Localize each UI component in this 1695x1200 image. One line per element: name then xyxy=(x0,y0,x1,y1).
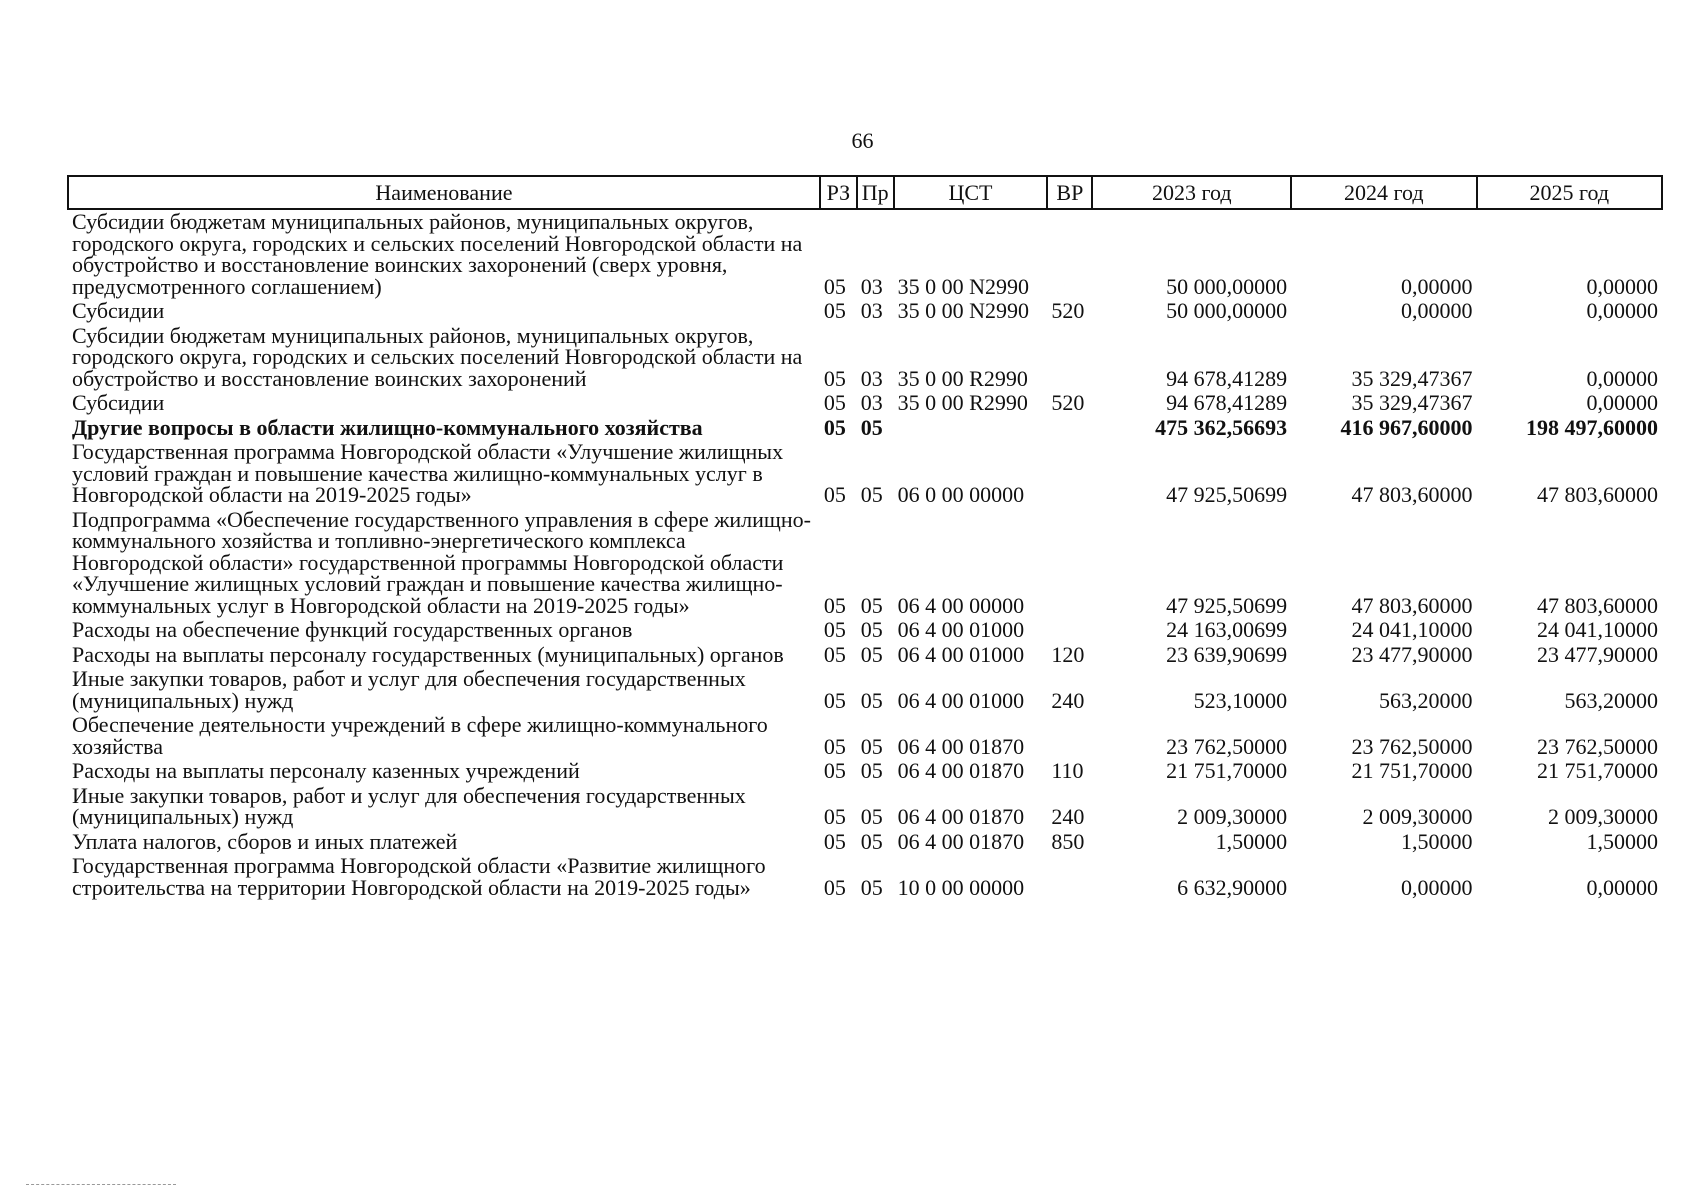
row-2023: 23 639,90699 xyxy=(1166,641,1288,667)
row-pr: 05 xyxy=(860,687,883,713)
table-row xyxy=(68,416,1662,441)
row-rz: 05 xyxy=(823,641,846,667)
row-2025: 2 009,30000 xyxy=(1548,804,1658,829)
row-cst: 06 0 00 00000 xyxy=(897,482,1025,507)
row-name: Расходы на выплаты персоналу государственных (муниципальных) органов xyxy=(72,641,784,667)
budget-table xyxy=(67,175,1663,900)
row-cst xyxy=(894,416,1048,441)
table-header-row xyxy=(68,176,1662,209)
row-rz: 05 xyxy=(823,390,846,415)
row-2024: 23 762,50000 xyxy=(1351,733,1473,759)
row-name: Расходы на обеспечение функций государственных органов xyxy=(72,617,633,642)
row-vr: 520 xyxy=(1051,298,1085,323)
row-pr: 05 xyxy=(860,874,883,900)
row-vr: 120 xyxy=(1051,641,1085,667)
table-row xyxy=(68,713,1662,759)
row-2025: 0,00000 xyxy=(1586,874,1658,900)
row-2025: 0,00000 xyxy=(1586,298,1658,323)
row-pr: 03 xyxy=(860,298,883,323)
row-vr xyxy=(1047,508,1092,619)
row-cst: 10 0 00 00000 xyxy=(897,874,1025,900)
row-2024: 21 751,70000 xyxy=(1351,758,1473,783)
row-vr xyxy=(1047,416,1092,441)
table-row xyxy=(68,324,1662,392)
row-name: Государственная программа Новгородской области «Развитие жилищного строительства на территории Новгородской области на 2019-2025 годы» xyxy=(72,853,766,900)
row-rz: 05 xyxy=(823,273,846,299)
row-rz: 05 xyxy=(823,758,846,783)
row-2024: 416 967,60000 xyxy=(1340,414,1473,440)
row-name: Иные закупки товаров, работ и услуг для обеспечения государственных (муниципальных) нужд xyxy=(72,782,746,829)
row-rz: 05 xyxy=(823,617,846,642)
table-row xyxy=(68,508,1662,619)
table-row xyxy=(68,618,1662,643)
row-name: Субсидии xyxy=(72,390,165,415)
row-rz: 05 xyxy=(823,365,846,391)
row-cst: 06 4 00 01870 xyxy=(897,804,1025,829)
row-rz: 05 xyxy=(823,874,846,900)
row-cst: 06 4 00 01870 xyxy=(897,828,1025,854)
row-cst: 06 4 00 01000 xyxy=(897,641,1025,667)
row-2023: 523,10000 xyxy=(1193,687,1288,713)
row-pr: 05 xyxy=(860,733,883,759)
table-row xyxy=(68,299,1662,324)
row-2023: 24 163,00699 xyxy=(1166,617,1288,642)
row-name: Субсидии бюджетам муниципальных районов, муниципальных округов, городского округа, городских и сельских поселений Новгородской области на обустройство и восстановление воинских захоронений (сверх уровня, предусмотренного соглашением) xyxy=(72,209,803,299)
row-2023: 94 678,41289 xyxy=(1166,365,1288,391)
row-2024: 563,20000 xyxy=(1379,687,1473,713)
row-name: Государственная программа Новгородской области «Улучшение жилищных условий граждан и повышение качества жилищно-коммунальных услуг в Новгородской области на 2019-2025 годы» xyxy=(72,439,784,507)
row-vr xyxy=(1047,324,1092,392)
row-2025: 198 497,60000 xyxy=(1526,414,1658,440)
row-pr: 05 xyxy=(860,804,883,829)
header-pr: Пр xyxy=(857,176,894,209)
table-body xyxy=(68,209,1662,900)
row-cst: 35 0 00 N2990 xyxy=(897,298,1030,323)
row-2024: 35 329,47367 xyxy=(1351,365,1473,391)
row-rz: 05 xyxy=(823,733,846,759)
row-vr xyxy=(1047,854,1092,900)
row-2025: 24 041,10000 xyxy=(1537,617,1658,642)
row-2025: 47 803,60000 xyxy=(1537,592,1658,618)
row-2025: 563,20000 xyxy=(1564,687,1658,713)
row-name: Обеспечение деятельности учреждений в сфере жилищно-коммунального хозяйства xyxy=(72,712,768,759)
row-2023: 2 009,30000 xyxy=(1177,804,1288,829)
row-cst: 35 0 00 N2990 xyxy=(897,273,1030,299)
row-pr: 03 xyxy=(860,365,883,391)
row-rz: 05 xyxy=(823,828,846,854)
row-rz: 05 xyxy=(823,298,846,323)
row-vr xyxy=(1047,440,1092,508)
row-rz: 05 xyxy=(823,687,846,713)
row-2025: 21 751,70000 xyxy=(1537,758,1658,783)
row-2025: 23 762,50000 xyxy=(1537,733,1658,759)
row-2025: 47 803,60000 xyxy=(1537,482,1658,507)
table-row xyxy=(68,759,1662,784)
row-2025: 0,00000 xyxy=(1586,273,1658,299)
row-name: Другие вопросы в области жилищно-коммунального хозяйства xyxy=(72,414,703,440)
row-2024: 47 803,60000 xyxy=(1351,482,1473,507)
row-2023: 475 362,56693 xyxy=(1155,414,1288,440)
row-name: Уплата налогов, сборов и иных платежей xyxy=(72,828,458,854)
row-rz: 05 xyxy=(823,804,846,829)
row-2025: 0,00000 xyxy=(1586,365,1658,391)
row-pr: 05 xyxy=(860,617,883,642)
table-row xyxy=(68,643,1662,668)
row-2025: 1,50000 xyxy=(1586,828,1658,854)
row-pr: 05 xyxy=(860,414,883,440)
row-name: Расходы на выплаты персоналу казенных учреждений xyxy=(72,758,580,783)
row-name: Иные закупки товаров, работ и услуг для обеспечения государственных (муниципальных) нужд xyxy=(72,666,746,713)
table-row xyxy=(68,667,1662,713)
header-2023: 2023 год xyxy=(1092,176,1291,209)
row-cst: 35 0 00 R2990 xyxy=(897,390,1028,415)
row-pr: 05 xyxy=(860,641,883,667)
table-row xyxy=(68,784,1662,830)
row-vr: 850 xyxy=(1051,828,1085,854)
header-name: Наименование xyxy=(68,176,820,209)
row-pr: 05 xyxy=(860,758,883,783)
header-2024: 2024 год xyxy=(1291,176,1476,209)
header-vr: ВР xyxy=(1047,176,1092,209)
row-name: Субсидии бюджетам муниципальных районов, муниципальных округов, городского округа, городских и сельских поселений Новгородской области на обустройство и восстановление воинских захоронений xyxy=(72,322,803,391)
table-row xyxy=(68,391,1662,416)
row-2023: 94 678,41289 xyxy=(1166,390,1288,415)
row-2023: 21 751,70000 xyxy=(1166,758,1288,783)
table-row xyxy=(68,440,1662,508)
row-vr xyxy=(1047,713,1092,759)
row-pr: 05 xyxy=(860,592,883,618)
row-2025: 23 477,90000 xyxy=(1537,641,1658,667)
row-rz: 05 xyxy=(823,592,846,618)
row-2024: 0,00000 xyxy=(1401,874,1473,900)
header-cst: ЦСТ xyxy=(894,176,1048,209)
row-pr: 03 xyxy=(860,390,883,415)
header-rz: РЗ xyxy=(820,176,857,209)
row-cst: 06 4 00 01870 xyxy=(897,733,1025,759)
row-vr xyxy=(1047,209,1092,299)
page-number: 66 xyxy=(851,128,874,153)
row-cst: 06 4 00 01870 xyxy=(897,758,1025,783)
row-2023: 23 762,50000 xyxy=(1166,733,1288,759)
row-2024: 0,00000 xyxy=(1401,273,1473,299)
row-2024: 2 009,30000 xyxy=(1362,804,1473,829)
row-cst: 06 4 00 01000 xyxy=(897,617,1025,642)
row-cst: 06 4 00 00000 xyxy=(897,592,1025,618)
row-rz: 05 xyxy=(823,414,846,440)
row-cst: 06 4 00 01000 xyxy=(897,687,1025,713)
row-cst: 35 0 00 R2990 xyxy=(897,365,1028,391)
row-name: Субсидии xyxy=(72,298,165,323)
row-2024: 23 477,90000 xyxy=(1351,641,1473,667)
row-2023: 47 925,50699 xyxy=(1166,592,1288,618)
row-2025: 0,00000 xyxy=(1586,390,1658,415)
row-pr: 05 xyxy=(860,828,883,854)
table-row xyxy=(68,830,1662,855)
row-name: Подпрограмма «Обеспечение государственного управления в сфере жилищно-коммунального хозяйства и топливно-энергетического комплекса Новгородской области» государственной программы Новгородской области «Улучшение жилищных условий граждан и повышение качества жилищно-коммунальных услуг в Новгородской области на 2019-2025 годы» xyxy=(72,506,811,618)
row-2023: 47 925,50699 xyxy=(1166,482,1288,507)
row-rz: 05 xyxy=(823,482,846,507)
row-2024: 35 329,47367 xyxy=(1351,390,1473,415)
row-2024: 0,00000 xyxy=(1401,298,1473,323)
header-2025: 2025 год xyxy=(1477,176,1662,209)
table-row xyxy=(68,854,1662,900)
table-row xyxy=(68,209,1662,299)
row-2024: 1,50000 xyxy=(1401,828,1473,854)
row-2024: 24 041,10000 xyxy=(1351,617,1473,642)
row-vr: 240 xyxy=(1051,687,1085,713)
row-2023: 50 000,00000 xyxy=(1166,298,1288,323)
row-2023: 6 632,90000 xyxy=(1177,874,1288,900)
row-pr: 05 xyxy=(860,482,883,507)
row-pr: 03 xyxy=(860,273,883,299)
row-2023: 50 000,00000 xyxy=(1166,273,1288,299)
row-vr xyxy=(1047,618,1092,643)
row-2024: 47 803,60000 xyxy=(1351,592,1473,618)
row-vr: 240 xyxy=(1051,804,1085,829)
row-2023: 1,50000 xyxy=(1215,828,1288,854)
row-vr: 520 xyxy=(1051,390,1085,415)
scan-artifact-line xyxy=(26,1184,176,1185)
row-vr: 110 xyxy=(1051,758,1084,783)
